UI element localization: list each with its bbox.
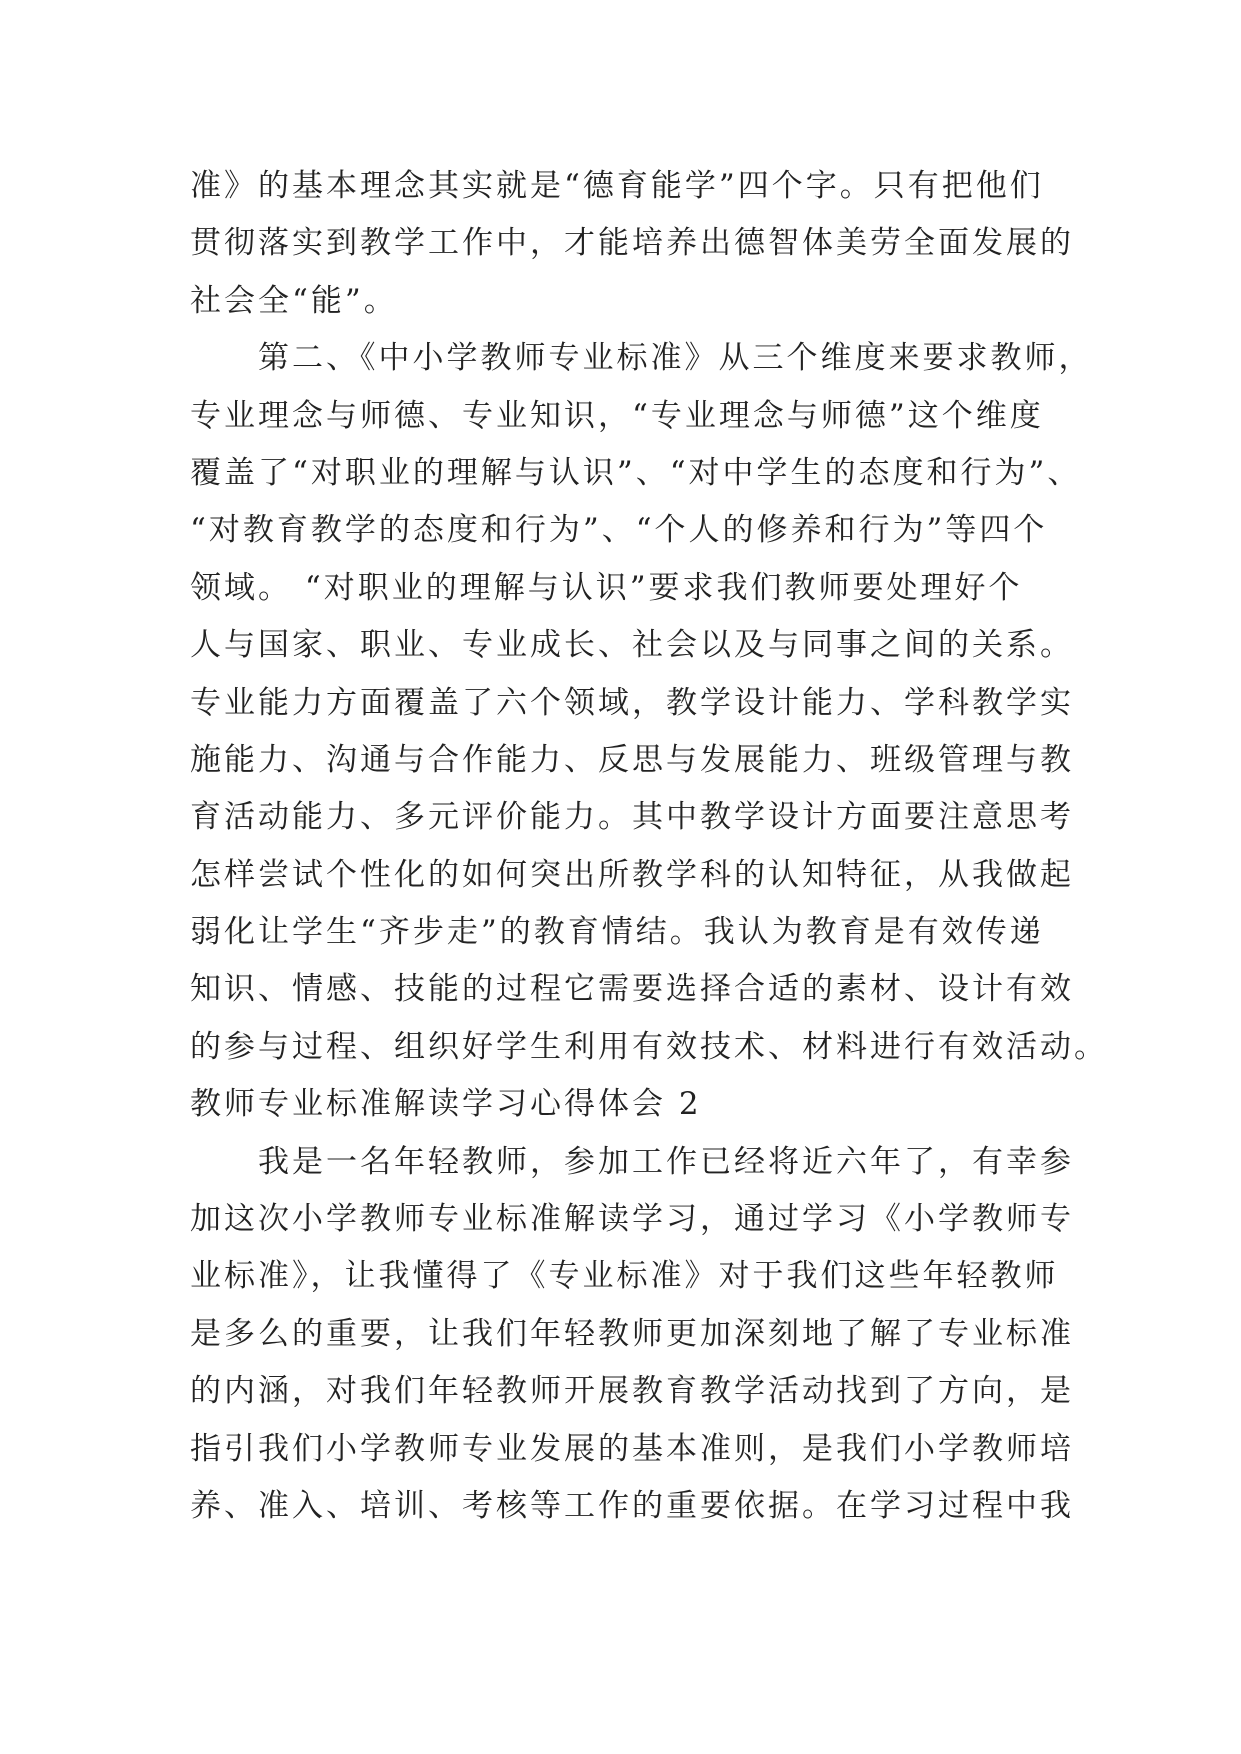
- text-line: 是多么的重要，让我们年轻教师更加深刻地了解了专业标准: [190, 1315, 1074, 1352]
- text-line: 指引我们小学教师专业发展的基本准则，是我们小学教师培: [190, 1430, 1074, 1467]
- text-line: 领域。 “对职业的理解与认识”要求我们教师要处理好个: [190, 569, 1023, 606]
- text-line: 第二、《中小学教师专业标准》从三个维度来要求教师，: [258, 340, 1093, 377]
- document-body: [190, 158, 1108, 1535]
- text-line: 业标准》，让我懂得了《专业标准》对于我们这些年轻教师: [190, 1258, 1059, 1295]
- text-line: 知识、情感、技能的过程它需要选择合适的素材、设计有效: [190, 971, 1074, 1008]
- text-line: 人与国家、职业、专业成长、社会以及与同事之间的关系。: [190, 627, 1074, 664]
- text-line: 的参与过程、组织好学生利用有效技术、材料进行有效活动。: [190, 1028, 1108, 1065]
- text-line: 专业能力方面覆盖了六个领域，教学设计能力、学科教学实: [190, 684, 1074, 721]
- text-line: 弱化让学生“齐步走”的教育情结。我认为教育是有效传递: [190, 914, 1044, 951]
- text-line: 专业理念与师德、专业知识，“专业理念与师德”这个维度: [190, 397, 1044, 434]
- text-line: “对教育教学的态度和行为”、“个人的修养和行为”等四个: [190, 512, 1048, 549]
- text-line: 养、准入、培训、考核等工作的重要依据。在学习过程中我: [190, 1487, 1074, 1524]
- section-heading: 教师专业标准解读学习心得体会 2: [190, 1086, 702, 1123]
- text-line: 育活动能力、多元评价能力。其中教学设计方面要注意思考: [190, 799, 1074, 836]
- text-line: 加这次小学教师专业标准解读学习，通过学习《小学教师专: [190, 1201, 1074, 1238]
- text-line: 覆盖了“对职业的理解与认识”、“对中学生的态度和行为”、: [190, 454, 1082, 491]
- text-line: 怎样尝试个性化的如何突出所教学科的认知特征，从我做起: [190, 856, 1074, 893]
- text-line: 贯彻落实到教学工作中，才能培养出德智体美劳全面发展的: [190, 225, 1074, 262]
- text-line: 准》的基本理念其实就是“德育能学”四个字。只有把他们: [190, 168, 1044, 204]
- text-line: 我是一名年轻教师，参加工作已经将近六年了，有幸参: [258, 1143, 1074, 1180]
- text-line: 施能力、沟通与合作能力、反思与发展能力、班级管理与教: [190, 741, 1074, 778]
- text-line: 的内涵，对我们年轻教师开展教育教学活动找到了方向，是: [190, 1373, 1074, 1410]
- text-line: 社会全“能”。: [190, 282, 398, 319]
